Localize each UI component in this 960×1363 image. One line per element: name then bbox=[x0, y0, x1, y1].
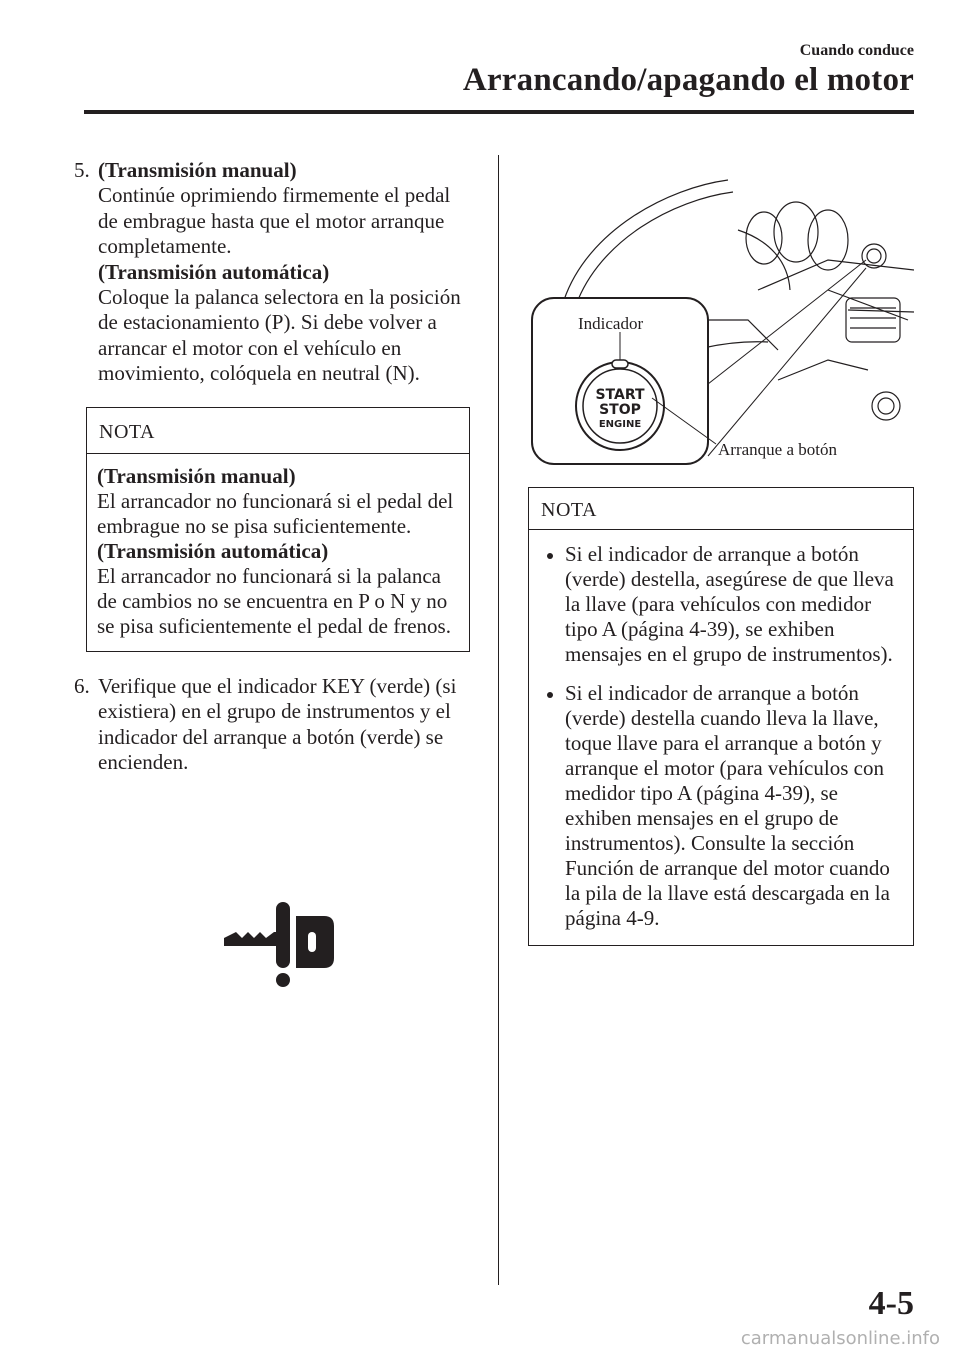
nota-heading: NOTA bbox=[87, 408, 469, 454]
step-5-auto-text: Coloque la palanca selectora en la posición de estacionamiento (P). Si debe volver a arrancar el motor con el vehículo en movimiento, colóquela en neutral (N). bbox=[98, 285, 461, 386]
nota-auto-text: El arrancador no funcionará si la palanca de cambios no se encuentra en P o N y no se pisa suficientemente el pedal de frenos. bbox=[97, 564, 451, 639]
nota-auto-heading: (Transmisión automática) bbox=[97, 539, 329, 564]
nota-box-left bbox=[86, 407, 470, 652]
nota-manual-text: El arrancador no funcionará si el pedal del embrague no se pisa suficientemente. bbox=[97, 489, 454, 539]
list-item-text: Si el indicador de arranque a botón (verde) destella cuando lleva la llave, toque llave para el arranque a botón y arranque el motor (para vehículos con medidor tipo A (página 4-39), se exhiben mensajes en el grupo de instrumentos). Consulte la sección Función de arranque del motor cuando la pila de la llave está descargada en la página 4-9. bbox=[565, 681, 890, 930]
header-section: Cuando conduce bbox=[799, 42, 914, 59]
header-rule bbox=[84, 110, 914, 114]
button-label-stop: STOP bbox=[599, 402, 641, 418]
key-warning-icon bbox=[222, 898, 338, 988]
list-item bbox=[541, 542, 903, 667]
column-divider bbox=[498, 155, 499, 1285]
button-label-start: START bbox=[595, 387, 645, 403]
bullet-icon bbox=[547, 553, 553, 559]
page-number: 4-5 bbox=[868, 1285, 914, 1322]
list-item bbox=[541, 681, 903, 931]
step-6-text: Verifique que el indicador KEY (verde) (si existiera) en el grupo de instrumentos y el indicador del arranque a botón (verde) se encienden. bbox=[98, 674, 457, 775]
nota-box-right bbox=[528, 487, 914, 946]
nota-manual-heading: (Transmisión manual) bbox=[97, 464, 296, 489]
label-indicator: Indicador bbox=[578, 314, 644, 333]
step-5-auto-heading: (Transmisión automática) bbox=[98, 259, 330, 284]
watermark: carmanualsonline.info bbox=[740, 1328, 940, 1349]
nota-heading: NOTA bbox=[529, 488, 913, 530]
step-number: 5. bbox=[74, 158, 90, 182]
nota-list bbox=[529, 530, 913, 945]
label-push-button: Arranque a botón bbox=[718, 440, 837, 459]
start-button-illustration bbox=[528, 170, 914, 470]
bullet-icon bbox=[547, 692, 553, 698]
step-5 bbox=[74, 158, 470, 387]
page-title: Arrancando/apagando el motor bbox=[462, 62, 914, 98]
button-label-engine: ENGINE bbox=[598, 419, 642, 430]
list-item-text: Si el indicador de arranque a botón (verde) destella, asegúrese de que lleva la llave (para vehículos con medidor tipo A (página 4-39), se exhiben mensajes en el grupo de instrumentos). bbox=[565, 542, 894, 666]
step-6 bbox=[74, 674, 470, 776]
step-number: 6. bbox=[74, 674, 90, 699]
step-5-manual-heading: (Transmisión manual) bbox=[98, 158, 297, 182]
nota-body bbox=[87, 454, 469, 651]
right-column bbox=[528, 170, 914, 470]
step-5-manual-text: Continúe oprimiendo firmemente el pedal de embrague hasta que el motor arranque completamente. bbox=[98, 183, 451, 259]
left-column bbox=[74, 158, 470, 776]
